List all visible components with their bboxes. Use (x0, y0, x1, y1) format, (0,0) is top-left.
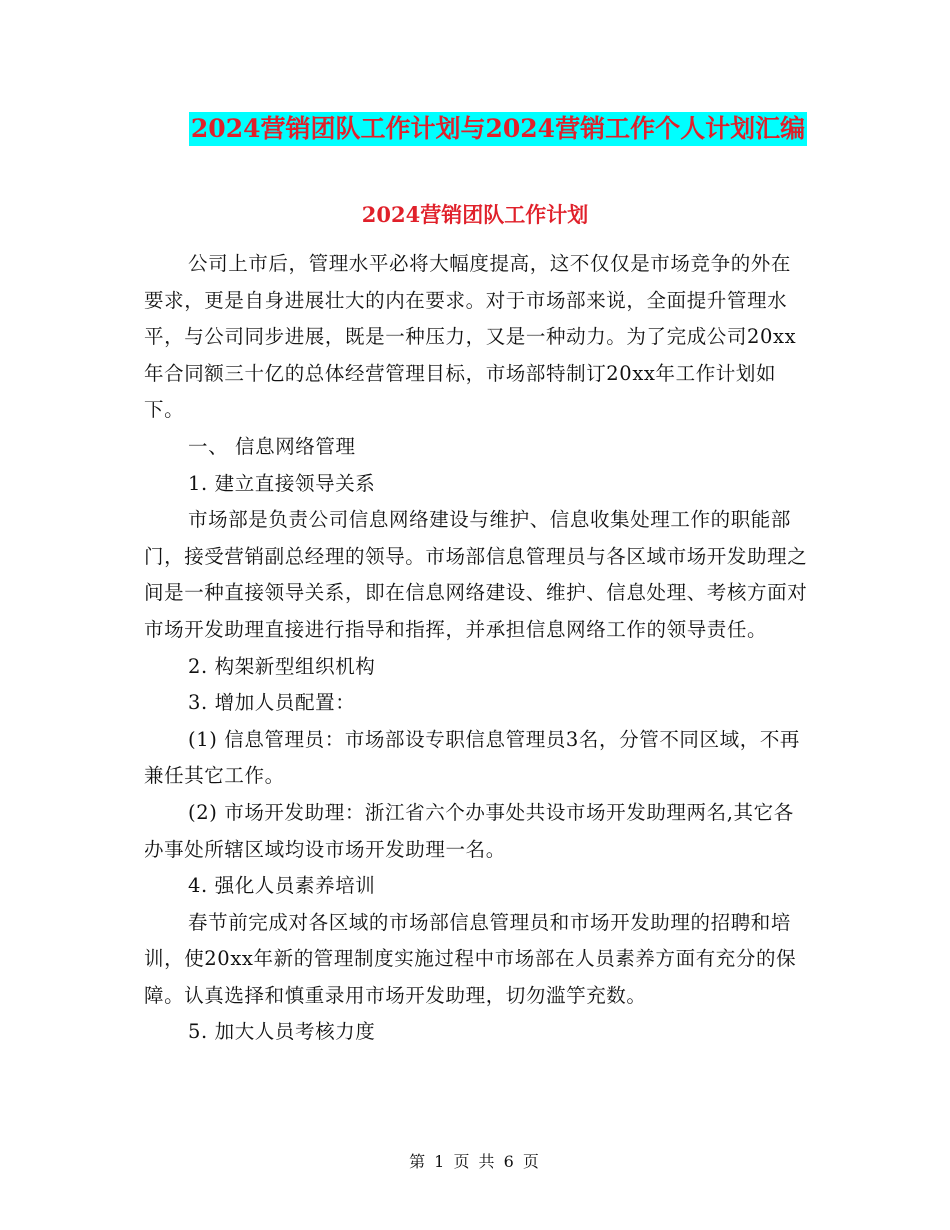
item-heading-2: 2. 构架新型组织机构 (188, 654, 376, 678)
sub-item-1: (1) 信息管理员：市场部设专职信息管理员3名，分管不同区域，不再兼任其它工作。 (144, 727, 801, 788)
main-title-container (0, 112, 950, 146)
item-heading-4: 4. 强化人员素养培训 (188, 874, 376, 898)
page-footer: 第 1 页 共 6 页 (409, 1152, 541, 1171)
section-heading-info-network: 一、 信息网络管理 (188, 434, 356, 458)
sub-item-2: (2) 市场开发助理：浙江省六个办事处共设市场开发助理两名,其它各办事处所辖区域均设市场开发助理一名。 (144, 800, 794, 861)
paragraph-4: 春节前完成对各区域的市场部信息管理员和市场开发助理的招聘和培训，使20xx年新的管理制度实施过程中市场部在人员素养方面有充分的保障。认真选择和慎重录用市场开发助理，切勿滥竽充数。 (144, 910, 797, 1007)
section-title: 2024营销团队工作计划 (361, 202, 589, 227)
item-heading-1: 1. 建立直接领导关系 (188, 471, 376, 495)
item-heading-5: 5. 加大人员考核力度 (188, 1020, 376, 1044)
paragraph-1: 市场部是负责公司信息网络建设与维护、信息收集处理工作的职能部门，接受营销副总经理的领导。市场部信息管理员与各区域市场开发助理之间是一种直接领导关系，即在信息网络建设、维护、信息处理、考核方面对市场开发助理直接进行指导和指挥，并承担信息网络工作的领导责任。 (144, 508, 808, 641)
main-title: 2024营销团队工作计划与2024营销工作个人计划汇编 (189, 112, 807, 146)
intro-paragraph: 公司上市后，管理水平必将大幅度提高，这不仅仅是市场竞争的外在要求，更是自身进展壮大的内在要求。对于市场部来说，全面提升管理水平，与公司同步进展，既是一种压力，又是一种动力。为了完成公司20xx年合同额三十亿的总体经营管理目标，市场部特制订20xx年工作计划如下。 (144, 252, 797, 422)
item-heading-3: 3. 增加人员配置： (188, 691, 356, 715)
document-body (144, 246, 808, 1051)
